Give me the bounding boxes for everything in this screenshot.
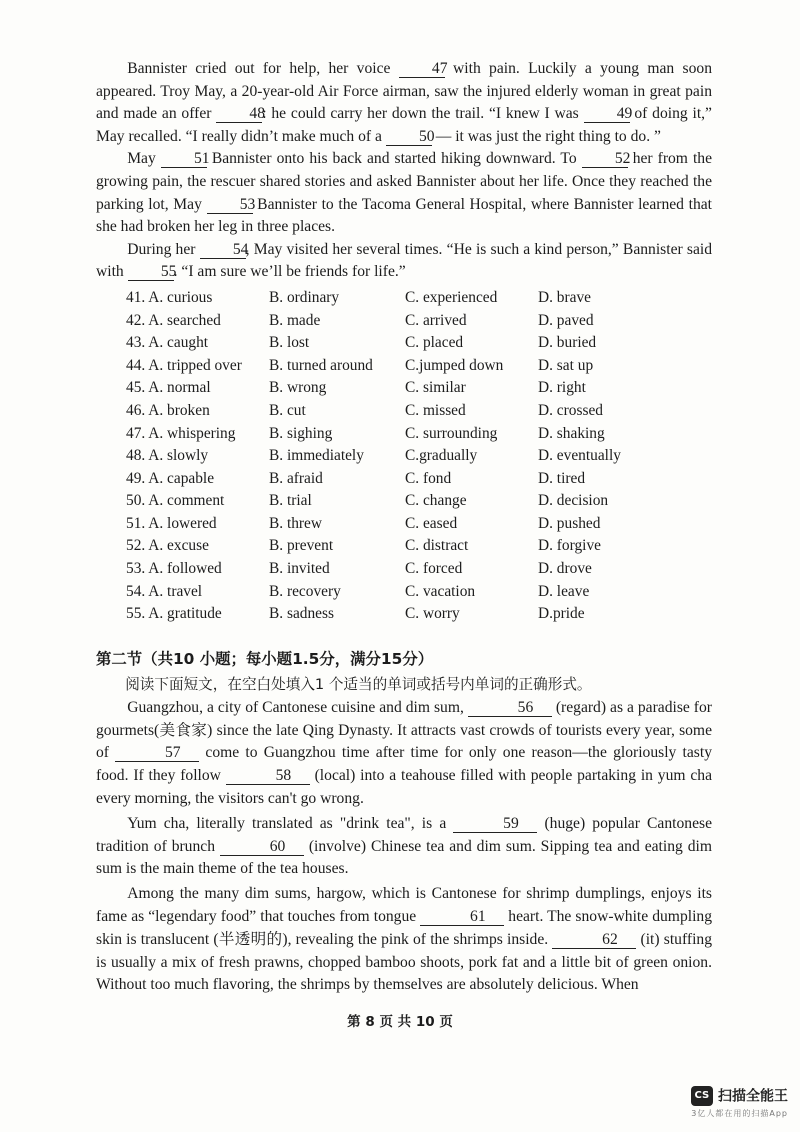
blank-58[interactable]: 58: [226, 767, 310, 785]
option-a[interactable]: 49. A. capable: [126, 469, 215, 487]
option-b[interactable]: B. made: [269, 311, 321, 329]
option-b[interactable]: B. trial: [269, 492, 312, 510]
option-row: [96, 445, 712, 468]
option-a[interactable]: 52. A. excuse: [126, 537, 209, 555]
option-b[interactable]: B. cut: [269, 401, 306, 419]
option-d[interactable]: D. paved: [538, 311, 594, 329]
blank-47[interactable]: 47: [399, 60, 445, 78]
blank-50[interactable]: 50: [386, 128, 432, 146]
blank-54[interactable]: 54: [200, 241, 246, 259]
scanner-app-name: 扫描全能王: [718, 1088, 788, 1105]
option-b[interactable]: B. lost: [269, 334, 310, 352]
option-b[interactable]: B. threw: [269, 514, 323, 532]
grammar-passage: [96, 697, 712, 997]
option-b[interactable]: B. prevent: [269, 537, 334, 555]
option-row: [96, 355, 712, 378]
blank-57[interactable]: 57: [115, 744, 199, 762]
option-c[interactable]: C. worry: [405, 605, 460, 623]
option-c[interactable]: C. missed: [405, 401, 466, 419]
option-row: [96, 558, 712, 581]
scanner-watermark: [691, 1085, 788, 1119]
option-c[interactable]: C. similar: [405, 379, 466, 397]
option-row: [96, 490, 712, 513]
option-row: [96, 332, 712, 355]
option-c[interactable]: C. vacation: [405, 582, 476, 600]
option-b[interactable]: B. sadness: [269, 605, 334, 623]
option-b[interactable]: B. turned around: [269, 356, 373, 374]
blank-60[interactable]: 60: [220, 838, 304, 856]
paragraph: Yum cha, literally translated as "drink tea", is a 59 (huge) popular Cantonese tradition of brunch 60 (involve) Chinese tea and dim sum. Sipping tea and eating dim sum is the main theme of the tea houses.: [96, 814, 712, 878]
cloze-passage: [96, 58, 712, 284]
option-c[interactable]: C. change: [405, 492, 467, 510]
option-d[interactable]: D. drove: [538, 560, 592, 578]
option-d[interactable]: D. brave: [538, 288, 591, 306]
section-instruction: 阅读下面短文，在空白处填入1 个适当的单词或括号内单词的正确形式。: [125, 675, 592, 693]
scanner-logo-icon: CS: [691, 1086, 713, 1106]
option-row: [96, 377, 712, 400]
option-row: [96, 535, 712, 558]
paragraph: May 51 Bannister onto his back and started hiking downward. To 52 her from the growing pain, the rescuer shared stories and asked Bannister about her life. Once they reached the parking lot, May 53 Bannister to the Tacoma General Hospital, where Bannister learned that she had broken her leg in three places.: [96, 150, 713, 236]
option-c[interactable]: C. fond: [405, 469, 452, 487]
page-number: 第 8 页 共 10 页: [347, 1014, 453, 1030]
option-d[interactable]: D. crossed: [538, 401, 603, 419]
option-c[interactable]: C. eased: [405, 514, 458, 532]
blank-59[interactable]: 59: [453, 815, 537, 833]
blank-48[interactable]: 48: [216, 105, 262, 123]
option-a[interactable]: 55. A. gratitude: [126, 605, 222, 623]
option-c[interactable]: C. placed: [405, 334, 464, 352]
option-a[interactable]: 44. A. tripped over: [126, 356, 242, 374]
option-a[interactable]: 43. A. caught: [126, 334, 209, 352]
option-a[interactable]: 51. A. lowered: [126, 514, 217, 532]
section-heading: 第二节（共10 小题；每小题1.5分，满分15分）: [96, 649, 434, 668]
option-b[interactable]: B. ordinary: [269, 288, 340, 306]
option-a[interactable]: 42. A. searched: [126, 311, 221, 329]
scanner-tagline: 3亿人都在用的扫描App: [691, 1108, 788, 1118]
option-b[interactable]: B. sighing: [269, 424, 333, 442]
option-c[interactable]: C.gradually: [405, 447, 478, 465]
option-a[interactable]: 48. A. slowly: [126, 447, 209, 465]
option-d[interactable]: D. pushed: [538, 514, 601, 532]
paragraph: Bannister cried out for help, her voice 47 with pain. Luckily a young man soon appeared. Troy May, a 20-year-old Air Force airman, saw the injured elderly woman in great pain and made an offer 48: he could carry her down the trail. “I knew I was 49 of doing it,” May recalled. “I really didn’t make much of a 50 — it was just the right thing to do. ”: [96, 60, 712, 145]
option-b[interactable]: B. afraid: [269, 469, 323, 487]
paragraph: Guangzhou, a city of Cantonese cuisine and dim sum, 56 (regard) as a paradise for gourmets(美食家) since the late Qing Dynasty. It attracts vast crowds of tourists every year, some of 57 come to Guangzhou time after time for only one reason—the gloriously tasty food. If they follow 58 (local) into a teahouse filled with people partaking in yum cha every morning, the visitors can't go wrong.: [96, 698, 712, 808]
option-row: [96, 423, 712, 446]
option-c[interactable]: C. forced: [405, 560, 463, 578]
blank-53[interactable]: 53: [207, 196, 253, 214]
blank-51[interactable]: 51: [161, 150, 207, 168]
exam-page: [96, 58, 712, 999]
option-d[interactable]: D. buried: [538, 334, 597, 352]
option-row: [96, 400, 712, 423]
option-row: [96, 603, 712, 626]
option-c[interactable]: C. experienced: [405, 288, 498, 306]
blank-52[interactable]: 52: [582, 150, 628, 168]
option-a[interactable]: 47. A. whispering: [126, 424, 236, 442]
paragraph: Among the many dim sums, hargow, which is Cantonese for shrimp dumplings, enjoys its fame as “legendary food” that touches from tongue 61 heart. The snow-white dumpling skin is translucent (半透明的), revealing the pink of the shrimps inside. 62 (it) stuffing is usually a mix of fresh prawns, chopped bamboo shoots, pork fat and a little bit of green onion. Without too much flavoring, the shrimps by themselves are absolutely delicious. When: [96, 885, 712, 994]
option-row: [96, 513, 712, 536]
option-b[interactable]: B. invited: [269, 560, 330, 578]
option-d[interactable]: D. eventually: [538, 447, 621, 465]
option-row: [96, 581, 712, 604]
option-a[interactable]: 45. A. normal: [126, 379, 211, 397]
option-d[interactable]: D. sat up: [538, 356, 594, 374]
option-b[interactable]: B. recovery: [269, 582, 341, 600]
option-d[interactable]: D.pride: [538, 605, 585, 623]
option-c[interactable]: C. distract: [405, 537, 469, 555]
option-a[interactable]: 46. A. broken: [126, 401, 210, 419]
option-a[interactable]: 41. A. curious: [126, 288, 213, 306]
option-row: [96, 468, 712, 491]
option-d[interactable]: D. shaking: [538, 424, 605, 442]
option-d[interactable]: D. forgive: [538, 537, 601, 555]
option-a[interactable]: 54. A. travel: [126, 582, 203, 600]
option-d[interactable]: D. decision: [538, 492, 609, 510]
option-a[interactable]: 50. A. comment: [126, 492, 225, 510]
blank-56[interactable]: 56: [468, 699, 552, 717]
blank-49[interactable]: 49: [584, 105, 630, 123]
paragraph: During her 54, May visited her several times. “He is such a kind person,” Bannister said with 55. “I am sure we’ll be friends for life.”: [96, 240, 713, 281]
option-row: [96, 310, 712, 333]
option-d[interactable]: D. tired: [538, 469, 586, 487]
options-list: [96, 287, 712, 626]
option-b[interactable]: B. immediately: [269, 447, 364, 465]
blank-61[interactable]: 61: [420, 908, 504, 926]
option-c[interactable]: C. surrounding: [405, 424, 498, 442]
option-a[interactable]: 53. A. followed: [126, 560, 222, 578]
blank-55[interactable]: 55: [128, 263, 174, 281]
blank-62[interactable]: 62: [552, 931, 636, 949]
option-row: [96, 287, 712, 310]
option-b[interactable]: B. wrong: [269, 379, 327, 397]
option-c[interactable]: C. arrived: [405, 311, 467, 329]
option-c[interactable]: C.jumped down: [405, 356, 504, 374]
option-d[interactable]: D. leave: [538, 582, 590, 600]
option-d[interactable]: D. right: [538, 379, 586, 397]
